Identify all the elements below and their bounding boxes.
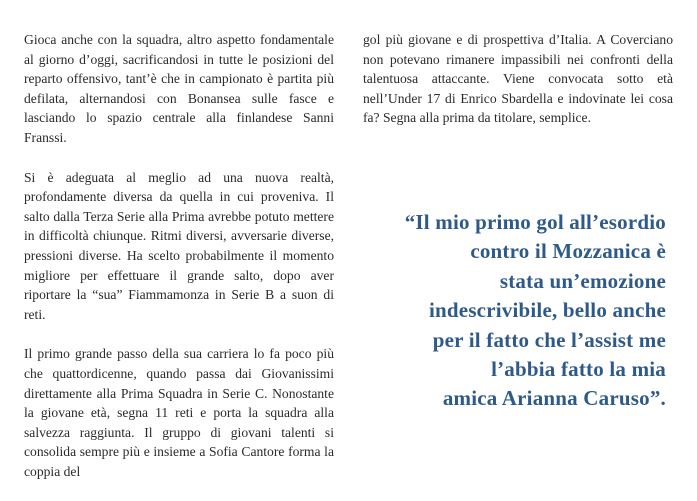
paragraph-4: gol più giovane e di prospettiva d’Italia. A Coverciano non potevano rimanere impassibili nei confronti della talentuosa attaccante. Viene convocata sotto età nell’Under 17 di Enrico Sbardella e indovinate lei cosa fa? Segna alla prima da titolare, semplice.: [363, 32, 673, 126]
pull-quote-line: “Il mio primo gol all’esordio: [404, 210, 666, 234]
pull-quote-line: l’abbia fatto la mia: [491, 357, 666, 382]
pull-quote-line: per il fatto che l’assist me: [432, 327, 666, 352]
pull-quote-line: contro il Mozzanica è: [470, 239, 666, 264]
article-right-column: [363, 30, 673, 148]
article-left-column: [24, 30, 334, 501]
paragraph-3: Il primo grande passo della sua carriera lo fa poco più che quattordicenne, quando passa dai Giovanissimi direttamente alla Prima Squadra in Serie C. Nonostante la giovane età, segna 11 reti e porta la squadra alla salvezza raggiunta. Il gruppo di giovani talenti si consolida sempre più e insieme a Sofia Cantore forma la coppia del: [24, 346, 334, 479]
pull-quote: [372, 208, 666, 414]
paragraph-1: Gioca anche con la squadra, altro aspetto fondamentale al giorno d’oggi, sacrificandosi in tutte le posizioni del reparto offensivo, tant’è che in campionato è partita più defilata, alternandosi con Bonansea sulle fasce e lasciando lo spazio centrale alla finlandese Sanni Franssi.: [24, 32, 334, 145]
pull-quote-line: indescrivibile, bello anche: [429, 298, 666, 323]
paragraph-2: Si è adeguata al meglio ad una nuova realtà, profondamente diversa da quella in cui proveniva. Il salto dalla Terza Serie alla Prima avrebbe potuto mettere in difficoltà chiunque. Ritmi diversi, avversarie diverse, pressioni diverse. Ha scelto probabilmente il momento migliore per effettuare il grande salto, dopo aver riportare la “sua” Fiammamonza in Serie B a suon di reti.: [24, 169, 334, 322]
pull-quote-line: amica Arianna Caruso”.: [442, 386, 666, 411]
pull-quote-line: stata un’emozione: [499, 268, 666, 293]
